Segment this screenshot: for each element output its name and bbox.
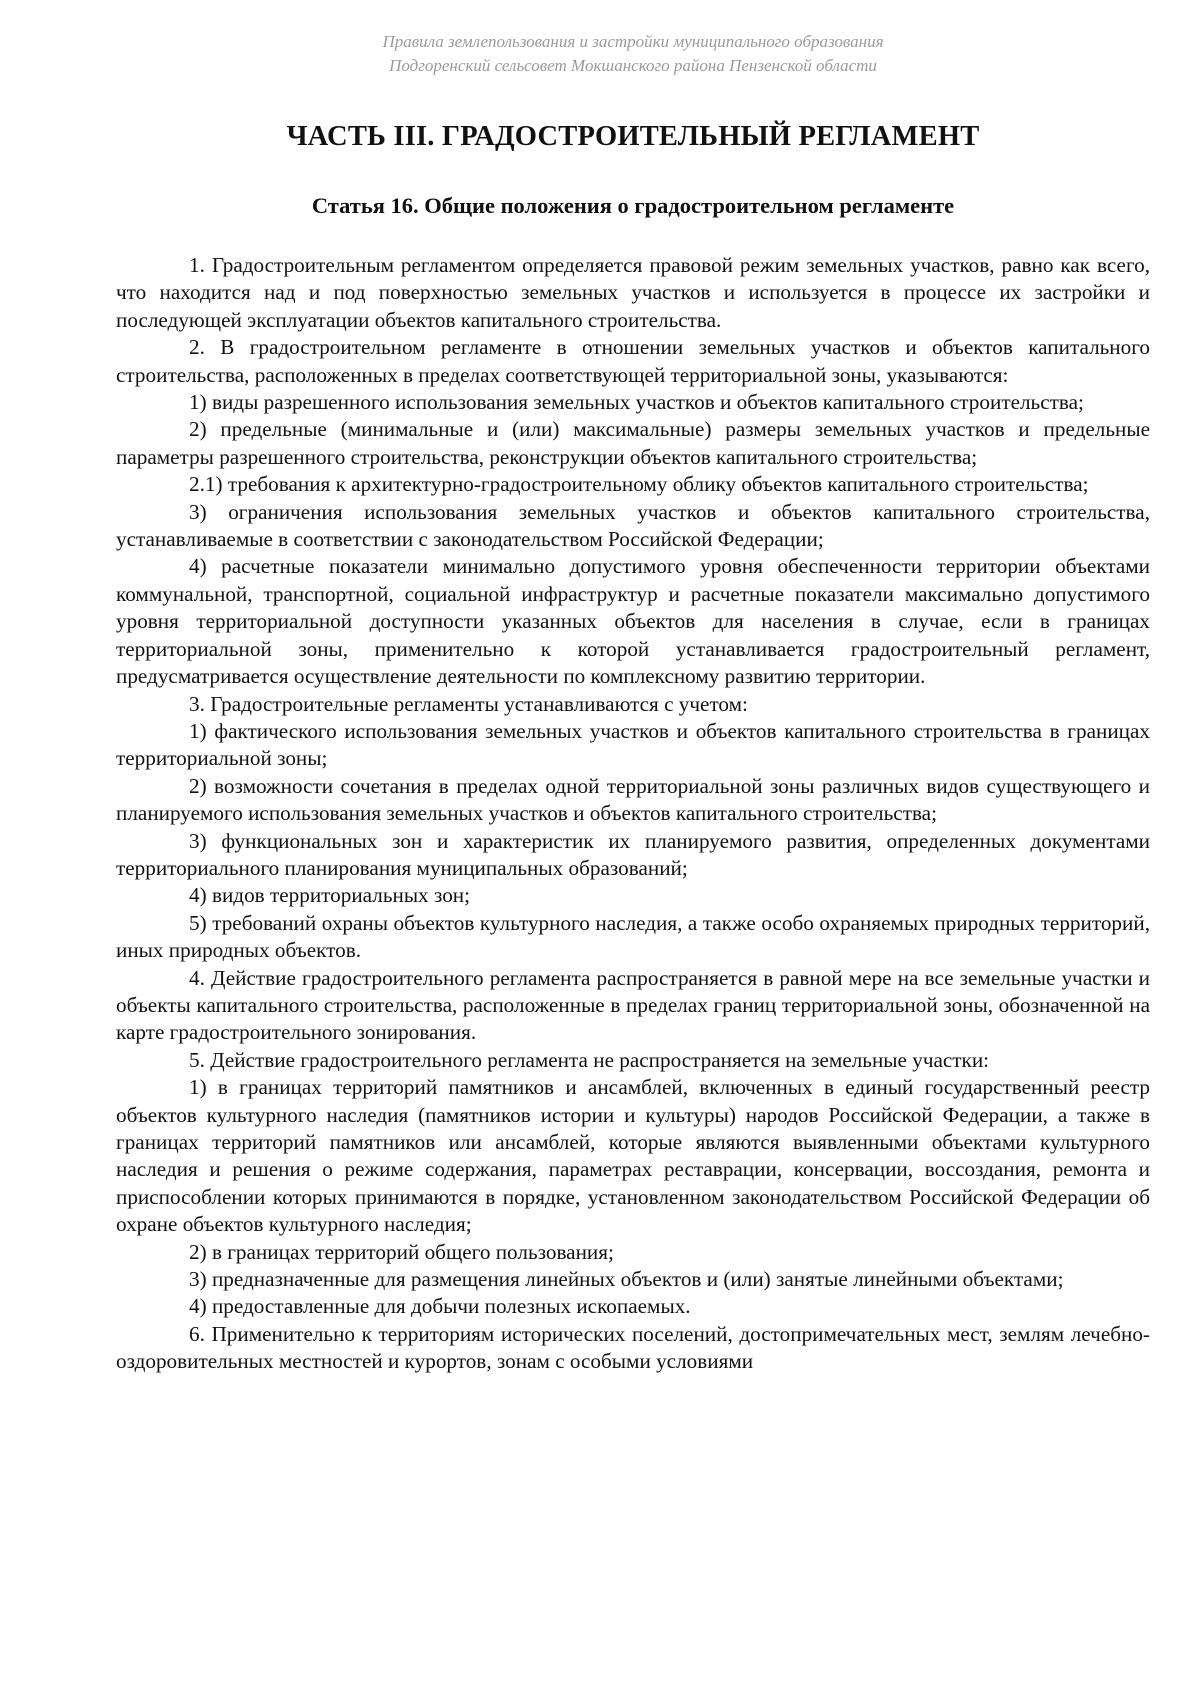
paragraph: 4) видов территориальных зон; bbox=[189, 883, 471, 908]
paragraph: 5. Действие градостроительного регламента не распространяется на земельные участки: bbox=[189, 1047, 990, 1072]
paragraph: 6. Применительно к территориям исторических поселений, достопримечательных мест, землям лечебно-оздоровительных местностей и курортов, зонам с особыми условиями bbox=[116, 1321, 1150, 1374]
paragraph: 4) расчетные показатели минимально допустимого уровня обеспеченности территории объектами коммунальной, транспортной, социальной инфраструктур и расчетные показатели максимально допустимого уровня территориальной доступности указанных объектов для населения в случае, если в границах территориальной зоны, применительно к которой устанавливается градостроительный регламент, предусматривается осуществление деятельности по комплексному развитию территории. bbox=[116, 554, 1150, 689]
paragraph: 1) фактического использования земельных участков и объектов капитального строительства в границах территориальной зоны; bbox=[116, 718, 1150, 771]
paragraph: 3) предназначенные для размещения линейных объектов и (или) занятые линейными объектами; bbox=[189, 1267, 1064, 1292]
paragraph: 1. Градостроительным регламентом определяется правовой режим земельных участков, равно как всего, что находится над и под поверхностью земельных участков и используется в процессе их застройки и последующей эксплуатации объектов капитального строительства. bbox=[116, 253, 1150, 332]
paragraph: 2) в границах территорий общего пользования; bbox=[189, 1239, 614, 1264]
paragraph: 3. Градостроительные регламенты устанавливаются с учетом: bbox=[189, 691, 748, 716]
running-header-line-2: Подгоренский сельсовет Мокшанского района Пензенской области bbox=[389, 56, 877, 75]
paragraph: 3) функциональных зон и характеристик их планируемого развития, определенных документами территориального планирования муниципальных образований; bbox=[116, 828, 1150, 880]
part-title: ЧАСТЬ III. ГРАДОСТРОИТЕЛЬНЫЙ РЕГЛАМЕНТ bbox=[286, 121, 980, 152]
article-body bbox=[116, 252, 1150, 1376]
paragraph: 2. В градостроительном регламенте в отношении земельных участков и объектов капитального строительства, расположенных в пределах соответствующей территориальной зоны, указываются: bbox=[116, 335, 1150, 387]
paragraph: 1) виды разрешенного использования земельных участков и объектов капитального строительства; bbox=[189, 390, 1084, 415]
paragraph: 2.1) требования к архитектурно-градостроительному облику объектов капитального строительства; bbox=[189, 472, 1089, 497]
paragraph: 2) предельные (минимальные и (или) максимальные) размеры земельных участков и предельные параметры разрешенного строительства, реконструкции объектов капитального строительства; bbox=[116, 417, 1150, 469]
paragraph: 5) требований охраны объектов культурного наследия, а также особо охраняемых природных территорий, иных природных объектов. bbox=[116, 910, 1150, 963]
running-header bbox=[116, 30, 1150, 78]
article-title: Статья 16. Общие положения о градостроительном регламенте bbox=[311, 193, 955, 218]
paragraph: 4. Действие градостроительного регламента распространяется в равной мере на все земельные участки и объекты капитального строительства, расположенные в пределах границ территориальной зоны, обозначенной на карте градостроительного зонирования. bbox=[116, 965, 1150, 1045]
paragraph: 3) ограничения использования земельных участков и объектов капитального строительства, устанавливаемые в соответствии с законодательством Российской Федерации; bbox=[116, 499, 1150, 552]
running-header-line-1: Правила землепользования и застройки муниципального образования bbox=[382, 32, 884, 51]
paragraph: 1) в границах территорий памятников и ансамблей, включенных в единый государственный реестр объектов культурного наследия (памятников истории и культуры) народов Российской Федерации, а также в границах территорий памятников или ансамблей, которые являются выявленными объектами культурного наследия и решения о режиме содержания, параметрах реставрации, консервации, воссоздания, ремонта и приспособлении которых принимаются в порядке, установленном законодательством Российской Федерации об охране объектов культурного наследия; bbox=[116, 1075, 1150, 1237]
paragraph: 2) возможности сочетания в пределах одной территориальной зоны различных видов существующего и планируемого использования земельных участков и объектов капитального строительства; bbox=[116, 773, 1150, 826]
paragraph: 4) предоставленные для добычи полезных ископаемых. bbox=[189, 1294, 691, 1319]
